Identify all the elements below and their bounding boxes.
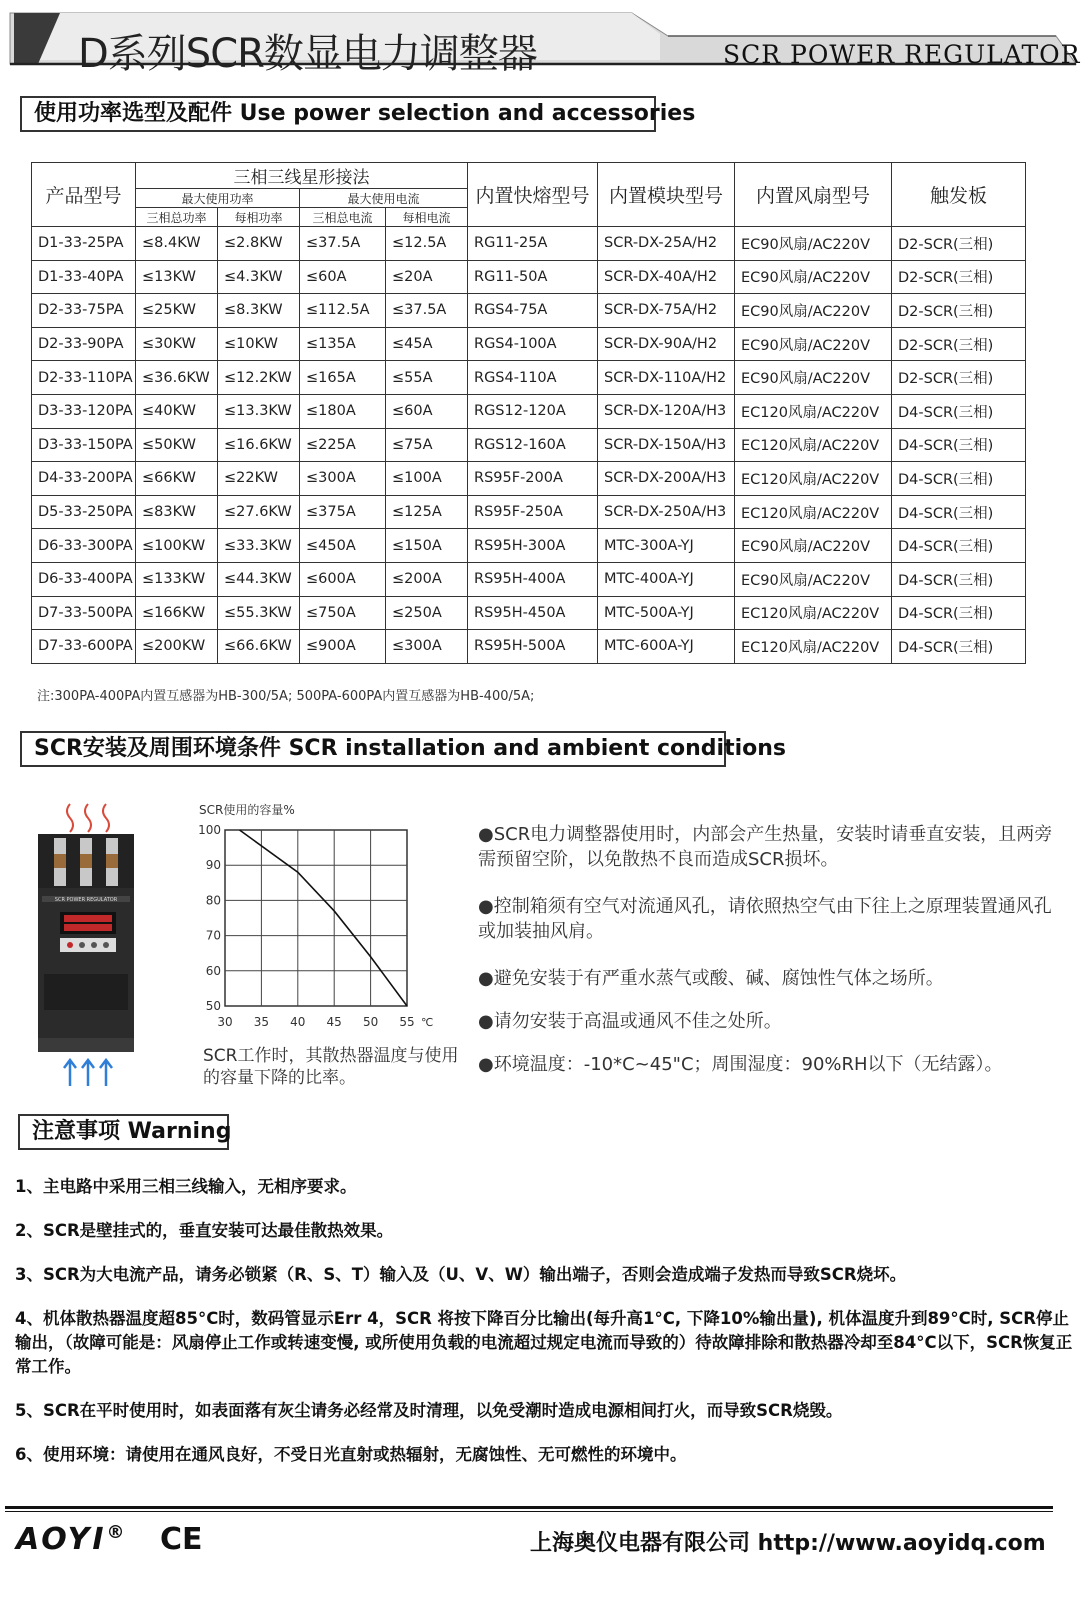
warning-item: 5、SCR在平时使用时，如表面落有灰尘请务必经常及时清理，以免受潮时造成电源相间打火，而导致SCR烧毁。 — [15, 1401, 843, 1420]
table-cell: ≤36.6KW — [136, 361, 218, 395]
table-cell: EC90风扇/AC220V — [735, 227, 892, 261]
table-cell: RS95H-300A — [468, 529, 598, 563]
table-cell: ≤25KW — [136, 294, 218, 328]
table-cell: EC120风扇/AC220V — [735, 462, 892, 496]
table-cell: ≤100A — [386, 462, 468, 496]
table-cell: EC120风扇/AC220V — [735, 630, 892, 664]
table-cell: SCR-DX-90A/H2 — [598, 327, 735, 361]
table-cell: D3-33-150PA — [32, 428, 136, 462]
chart-svg — [185, 800, 465, 1040]
table-cell: RS95H-450A — [468, 596, 598, 630]
table-cell: ≤66KW — [136, 462, 218, 496]
table-note: 注:300PA-400PA内置互感器为HB-300/5A; 500PA-600PA内置互感器为HB-400/5A; — [37, 689, 535, 704]
table-cell: D1-33-25PA — [32, 227, 136, 261]
svg-text:SCR POWER REGULATOR: SCR POWER REGULATOR — [54, 897, 118, 903]
table-cell: ≤44.3KW — [218, 562, 300, 596]
table-cell: ≤112.5A — [300, 294, 386, 328]
section-title-installation: SCR安装及周围环境条件 SCR installation and ambient conditions — [20, 731, 726, 767]
header-banner — [8, 10, 1081, 77]
table-cell: ≤250A — [386, 596, 468, 630]
header-phase-current: 每相电流 — [386, 208, 468, 227]
table-cell: ≤60A — [300, 260, 386, 294]
table-cell: D2-SCR(三相) — [892, 227, 1026, 261]
table-cell: SCR-DX-40A/H2 — [598, 260, 735, 294]
table-cell: ≤900A — [300, 630, 386, 664]
table-cell: RS95F-200A — [468, 462, 598, 496]
table-row — [32, 361, 1026, 395]
table-cell: ≤600A — [300, 562, 386, 596]
table-cell: ≤166KW — [136, 596, 218, 630]
table-cell: ≤55.3KW — [218, 596, 300, 630]
table-cell: SCR-DX-25A/H2 — [598, 227, 735, 261]
section-title-power-selection: 使用功率选型及配件 Use power selection and accessories — [20, 96, 656, 132]
table-cell: EC90风扇/AC220V — [735, 327, 892, 361]
table-cell: ≤75A — [386, 428, 468, 462]
table-cell: ≤300A — [386, 630, 468, 664]
header-max-current: 最大使用电流 — [300, 189, 468, 208]
table-cell: EC120风扇/AC220V — [735, 394, 892, 428]
header-fuse: 内置快熔型号 — [468, 163, 598, 227]
table-cell: D2-SCR(三相) — [892, 260, 1026, 294]
brand-logo: AOYI® — [16, 1522, 125, 1557]
table-cell: D4-SCR(三相) — [892, 529, 1026, 563]
table-cell: ≤200KW — [136, 630, 218, 664]
section-title-warning: 注意事项 Warning — [18, 1114, 229, 1150]
table-cell: ≤165A — [300, 361, 386, 395]
chart-caption: SCR工作时，其散热器温度与使用的容量下降的比率。 — [203, 1046, 459, 1088]
derating-line — [240, 830, 407, 1006]
table-row — [32, 227, 1026, 261]
page-title-en: SCR POWER REGULATOR — [723, 40, 1081, 69]
table-row — [32, 630, 1026, 664]
table-cell: ≤60A — [386, 394, 468, 428]
table-cell: ≤66.6KW — [218, 630, 300, 664]
table-cell: D2-SCR(三相) — [892, 361, 1026, 395]
table-cell: ≤16.6KW — [218, 428, 300, 462]
table-cell: ≤375A — [300, 495, 386, 529]
footer-divider — [5, 1506, 1053, 1509]
table-cell: ≤27.6KW — [218, 495, 300, 529]
header-fan: 内置风扇型号 — [735, 163, 892, 227]
table-cell: MTC-400A-YJ — [598, 562, 735, 596]
warning-list — [15, 1175, 1075, 1487]
y-tick-label: 70 — [205, 928, 221, 943]
table-cell: D6-33-300PA — [32, 529, 136, 563]
table-cell: ≤45A — [386, 327, 468, 361]
table-row — [32, 428, 1026, 462]
table-cell: D4-SCR(三相) — [892, 495, 1026, 529]
table-cell: MTC-300A-YJ — [598, 529, 735, 563]
table-cell: D2-SCR(三相) — [892, 294, 1026, 328]
table-cell: D2-33-75PA — [32, 294, 136, 328]
table-cell: SCR-DX-110A/H2 — [598, 361, 735, 395]
table-cell: ≤133KW — [136, 562, 218, 596]
table-cell: RGS4-100A — [468, 327, 598, 361]
y-tick-label: 80 — [205, 893, 221, 908]
table-cell: ≤83KW — [136, 495, 218, 529]
warning-item: 6、使用环境：请使用在通风良好，不受日光直射或热辐射，无腐蚀性、无可燃性的环境中。 — [15, 1445, 687, 1464]
table-cell: ≤8.3KW — [218, 294, 300, 328]
table-cell: ≤50KW — [136, 428, 218, 462]
table-cell: ≤33.3KW — [218, 529, 300, 563]
ce-mark: CE — [160, 1522, 203, 1557]
table-cell: EC120风扇/AC220V — [735, 596, 892, 630]
header-phase-power: 每相功率 — [218, 208, 300, 227]
table-cell: D5-33-250PA — [32, 495, 136, 529]
table-cell: RS95H-400A — [468, 562, 598, 596]
table-cell: MTC-600A-YJ — [598, 630, 735, 664]
table-cell: EC90风扇/AC220V — [735, 529, 892, 563]
y-tick-label: 100 — [198, 823, 221, 837]
table-cell: RGS12-160A — [468, 428, 598, 462]
table-row — [32, 260, 1026, 294]
table-cell: RGS4-75A — [468, 294, 598, 328]
bullet-item: ●请勿安装于高温或通风不佳之处所。 — [478, 1011, 782, 1032]
table-cell: ≤100KW — [136, 529, 218, 563]
x-tick-label: 40 — [290, 1015, 306, 1029]
x-tick-label: 55 — [399, 1015, 415, 1029]
installation-bullets — [478, 822, 1068, 1095]
table-cell: D2-SCR(三相) — [892, 327, 1026, 361]
warning-item: 1、主电路中采用三相三线输入，无相序要求。 — [15, 1177, 357, 1196]
header-model: 产品型号 — [32, 163, 136, 227]
table-cell: SCR-DX-75A/H2 — [598, 294, 735, 328]
table-cell: SCR-DX-250A/H3 — [598, 495, 735, 529]
bullet-item: ●环境温度：-10*C~45"C；周围湿度：90%RH以下（无结露）。 — [478, 1054, 1003, 1075]
table-cell: D3-33-120PA — [32, 394, 136, 428]
x-tick-label: 45 — [326, 1015, 342, 1029]
table-cell: D4-SCR(三相) — [892, 428, 1026, 462]
chart-title: SCR使用的容量% — [199, 803, 295, 817]
table-cell: ≤125A — [386, 495, 468, 529]
table-cell: ≤300A — [300, 462, 386, 496]
table-cell: RS95F-250A — [468, 495, 598, 529]
chart-frame — [225, 830, 407, 1006]
table-cell: SCR-DX-150A/H3 — [598, 428, 735, 462]
table-cell: ≤4.3KW — [218, 260, 300, 294]
table-cell: ≤37.5A — [300, 227, 386, 261]
footer-divider-thin — [5, 1511, 1053, 1512]
table-cell: EC90风扇/AC220V — [735, 260, 892, 294]
table-cell: D1-33-40PA — [32, 260, 136, 294]
table-cell: ≤750A — [300, 596, 386, 630]
table-row — [32, 596, 1026, 630]
company-info: 上海奥仪电器有限公司 http://www.aoyidq.com — [530, 1531, 1046, 1556]
table-cell: ≤200A — [386, 562, 468, 596]
table-cell: MTC-500A-YJ — [598, 596, 735, 630]
table-cell: D4-SCR(三相) — [892, 462, 1026, 496]
table-cell: D4-SCR(三相) — [892, 394, 1026, 428]
table-cell: RGS4-110A — [468, 361, 598, 395]
table-cell: EC120风扇/AC220V — [735, 428, 892, 462]
header-total-current: 三相总电流 — [300, 208, 386, 227]
table-cell: EC90风扇/AC220V — [735, 294, 892, 328]
warning-item: 3、SCR为大电流产品，请务必锁紧（R、S、T）输入及（U、V、W）输出端子，否则会造成端子发热而导致SCR烧坏。 — [15, 1265, 907, 1284]
table-cell: D2-33-90PA — [32, 327, 136, 361]
table-cell: ≤12.2KW — [218, 361, 300, 395]
table-cell: ≤8.4KW — [136, 227, 218, 261]
table-cell: EC120风扇/AC220V — [735, 495, 892, 529]
table-cell: D7-33-500PA — [32, 596, 136, 630]
table-cell: ≤22KW — [218, 462, 300, 496]
table-row — [32, 495, 1026, 529]
device-image — [32, 798, 140, 1090]
device-illustration — [32, 798, 140, 1090]
table-cell: ≤2.8KW — [218, 227, 300, 261]
table-cell: D2-33-110PA — [32, 361, 136, 395]
page-title: D系列SCR数显电力调整器 — [78, 31, 537, 77]
y-tick-label: 60 — [205, 963, 221, 978]
table-cell: ≤180A — [300, 394, 386, 428]
table-cell: EC90风扇/AC220V — [735, 361, 892, 395]
table-cell: ≤225A — [300, 428, 386, 462]
table-cell: ≤450A — [300, 529, 386, 563]
bullet-item: ●避免安装于有严重水蒸气或酸、碱、腐蚀性气体之场所。 — [478, 968, 944, 989]
table-cell: RG11-50A — [468, 260, 598, 294]
table-cell: D4-SCR(三相) — [892, 630, 1026, 664]
y-tick-label: 90 — [205, 858, 221, 873]
y-tick-label: 50 — [205, 999, 221, 1013]
table-row — [32, 529, 1026, 563]
table-cell: ≤150A — [386, 529, 468, 563]
header-trigger: 触发板 — [892, 163, 1026, 227]
table-cell: ≤135A — [300, 327, 386, 361]
table-cell: SCR-DX-120A/H3 — [598, 394, 735, 428]
warning-item: 4、机体散热器温度超85°C时，数码管显示Err 4，SCR 将按下降百分比输出(每升高1°C, 下降10%输出量), 机体温度升到89°C时, SCR停止输出，（故障可能是：风扇停止工作或转速变慢, 或所使用负载的电流超过规定电流而导致的）待故障排除和散热器冷却至84°C以下，SCR恢复正常工作。 — [15, 1309, 1073, 1376]
heat-wave-icon — [67, 804, 73, 832]
table-cell: EC90风扇/AC220V — [735, 562, 892, 596]
table-cell: RG11-25A — [468, 227, 598, 261]
table-cell: ≤20A — [386, 260, 468, 294]
warning-item: 2、SCR是壁挂式的，垂直安装可达最佳散热效果。 — [15, 1221, 394, 1240]
table-row — [32, 294, 1026, 328]
x-tick-label: 30 — [217, 1015, 233, 1029]
table-row — [32, 394, 1026, 428]
x-unit-label: ℃ — [421, 1016, 434, 1029]
table-cell: D4-SCR(三相) — [892, 596, 1026, 630]
header-total-power: 三相总功率 — [136, 208, 218, 227]
table-cell: D7-33-600PA — [32, 630, 136, 664]
table-cell: D6-33-400PA — [32, 562, 136, 596]
air-arrow-icon — [64, 1060, 76, 1086]
bullet-item: ●SCR电力调整器使用时，内部会产生热量，安装时请垂直安装，且两旁需预留空阶，以免散热不良而造成SCR损坏。 — [478, 824, 1053, 870]
table-cell: RS95H-500A — [468, 630, 598, 664]
table-cell: ≤10KW — [218, 327, 300, 361]
header-module: 内置模块型号 — [598, 163, 735, 227]
spec-table — [31, 162, 1026, 664]
table-body — [32, 227, 1026, 664]
table-cell: ≤40KW — [136, 394, 218, 428]
header-max-power: 最大使用功率 — [136, 189, 300, 208]
table-cell: D4-33-200PA — [32, 462, 136, 496]
table-row — [32, 562, 1026, 596]
header-group: 三相三线星形接法 — [136, 163, 468, 189]
table-cell: ≤13.3KW — [218, 394, 300, 428]
table-cell: SCR-DX-200A/H3 — [598, 462, 735, 496]
table-cell: ≤12.5A — [386, 227, 468, 261]
bullet-item: ●控制箱须有空气对流通风孔，请依照热空气由下往上之原理装置通风孔或加装抽风肩。 — [478, 896, 1052, 942]
x-tick-label: 35 — [253, 1015, 270, 1029]
x-tick-label: 50 — [362, 1015, 379, 1029]
table-row — [32, 462, 1026, 496]
table-cell: ≤37.5A — [386, 294, 468, 328]
derating-chart — [185, 800, 465, 1040]
table-row — [32, 327, 1026, 361]
table-cell: ≤13KW — [136, 260, 218, 294]
table-cell: ≤30KW — [136, 327, 218, 361]
table-cell: RGS12-120A — [468, 394, 598, 428]
table-cell: D4-SCR(三相) — [892, 562, 1026, 596]
table-cell: ≤55A — [386, 361, 468, 395]
